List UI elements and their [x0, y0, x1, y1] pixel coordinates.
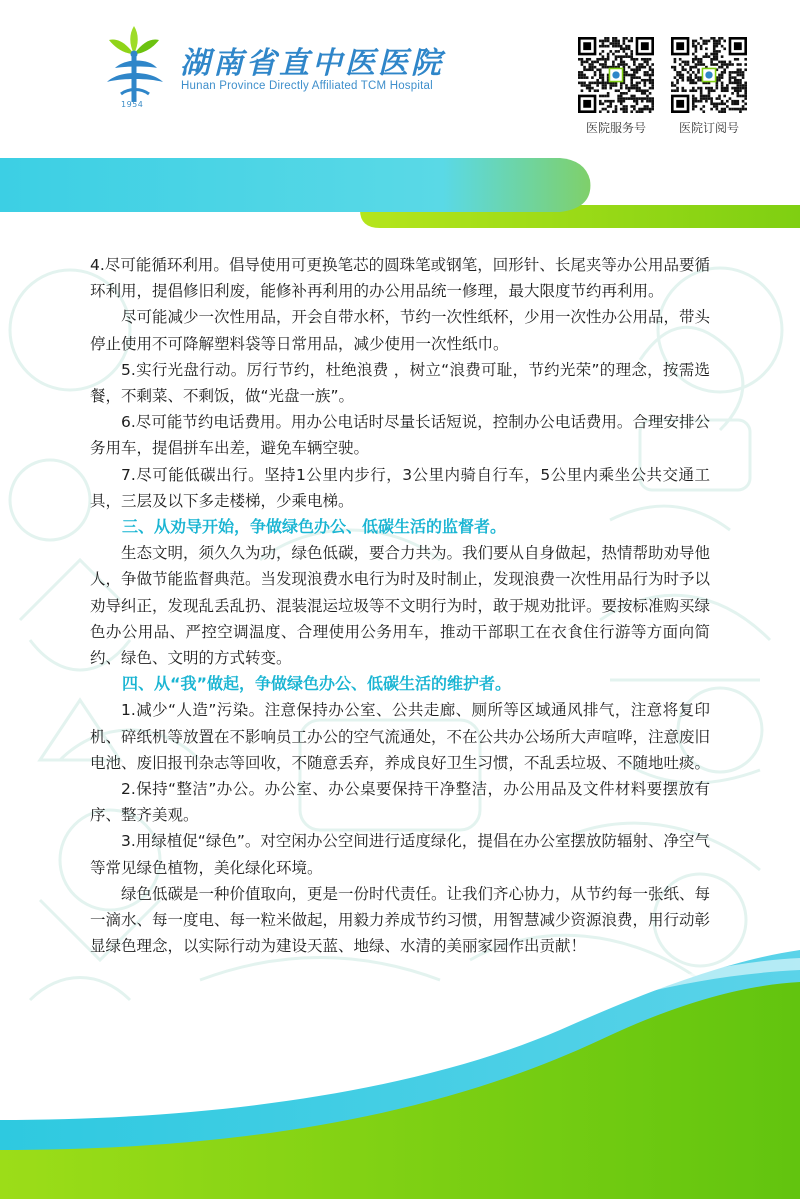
paragraph: 4.尽可能循环利用。倡导使用可更换笔芯的圆珠笔或钢笔，回形针、长尾夹等办公用品要循环利用，提倡修旧利废，能修补再利用的办公用品统一修理，最大限度节约再利用。 [90, 256, 710, 301]
paragraph: 绿色低碳是一种价值取向，更是一份时代责任。让我们齐心协力，从节约每一张纸、每一滴水、每一度电、每一粒米做起，用毅力养成节约习惯，用智慧减少资源浪费，用行动彰显绿色理念，以实际行动为建设天蓝、地绿、水清的美丽家园作出贡献！ [90, 884, 711, 956]
paragraph: 7.尽可能低碳出行。坚持1公里内步行，3公里内骑自行车，5公里内乘坐公共交通工具，三层及以下多走楼梯，少乘电梯。 [90, 465, 710, 510]
hospital-logo-icon [103, 24, 165, 108]
hospital-name-en: Hunan Province Directly Affiliated TCM Hospital [181, 80, 433, 92]
paragraph: 1.减少“人造”污染。注意保持办公室、公共走廊、厕所等区域通风排气，注意将复印机、碎纸机等放置在不影响员工办公的空气流通处，不在公共办公场所大声喧哗，注意废旧电池、废旧报刊杂志等回收，不随意丢弃，养成良好卫生习惯，不乱丢垃圾、不随地吐痰。 [90, 701, 711, 772]
paragraph: 尽可能减少一次性用品，开会自带水杯，节约一次性纸杯，少用一次性办公用品，带头停止使用不可降解塑料袋等日常用品，减少使用一次性纸巾。 [90, 308, 711, 353]
qr-label-service: 医院服务号 [585, 121, 646, 135]
qr-code-icon[interactable] [671, 37, 747, 113]
paragraph: 6.尽可能节约电话费用。用办公电话时尽量长话短说，控制办公电话费用。合理安排公务用车，提倡拼车出差，避免车辆空驶。 [90, 413, 710, 458]
logo-year: 1954 [121, 100, 144, 109]
hospital-name-cn: 湖南省直中医医院 [180, 46, 444, 81]
main-content [90, 252, 710, 959]
paragraph: 3.用绿植促“绿色”。对空闲办公空间进行适度绿化，提倡在办公室摆放防辐射、净空气等常见绿色植物，美化绿化环境。 [90, 832, 710, 877]
qr-label-subscription: 医院订阅号 [678, 121, 739, 135]
qr-code-icon[interactable] [578, 37, 654, 113]
paragraph: 5.实行光盘行动。厉行节约，杜绝浪费 ，树立“浪费可耻，节约光荣”的理念，按需选餐，不剩菜、不剩饭，做“光盘一族”。 [90, 360, 710, 406]
paragraph: 生态文明，须久久为功，绿色低碳，要合力共为。我们要从自身做起，热情帮助劝导他人，争做节能监督典范。当发现浪费水电行为时及时制止，发现浪费一次性用品行为时予以劝导纠正，发现乱丢乱扔、混装混运垃圾等不文明行为时，敢于规劝批评。要按标准购买绿色办公用品、严控空调温度、合理使用公务用车，推动干部职工在衣食住行游等方面向简约、绿色、文明的方式转变。 [90, 544, 711, 668]
paragraph: 2.保持“整洁”办公。办公室、办公桌要保持干净整洁，办公用品及文件材料要摆放有序、整齐美观。 [90, 780, 710, 825]
header-band [0, 158, 590, 212]
section-heading: 三、从劝导开始，争做绿色办公、低碳生活的监督者。 [122, 517, 507, 537]
section-heading: 四、从“我”做起，争做绿色办公、低碳生活的维护者。 [122, 674, 512, 694]
